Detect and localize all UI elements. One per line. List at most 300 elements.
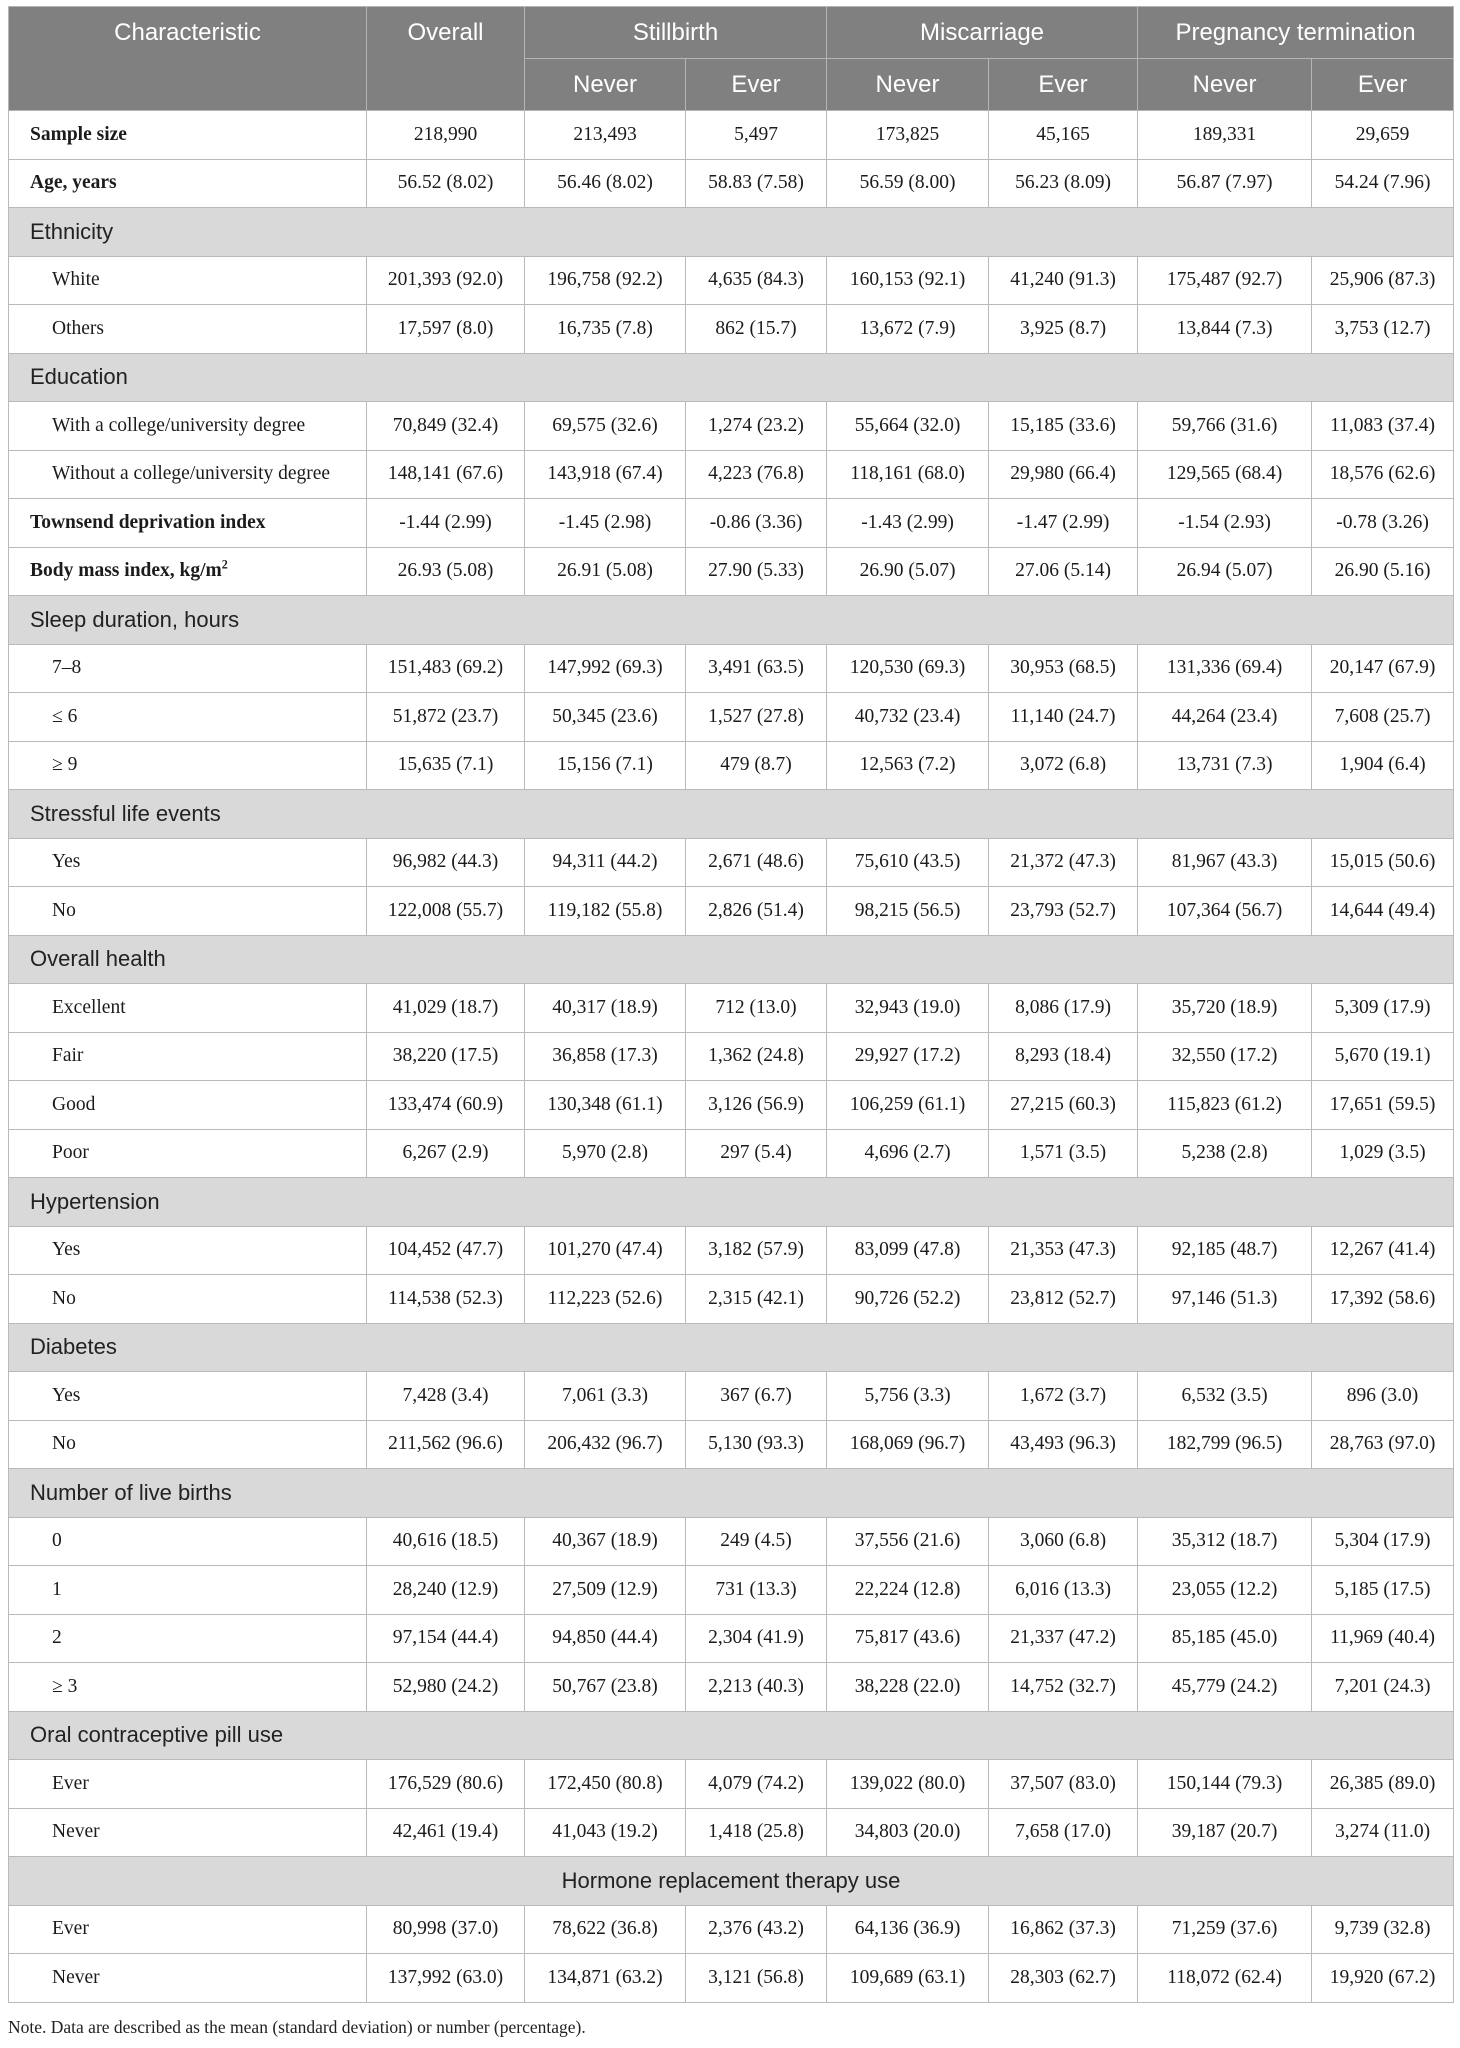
cell-miscarriage-never: 34,803 (20.0) [827, 1808, 989, 1857]
cell-termination-ever: 7,201 (24.3) [1312, 1663, 1454, 1712]
cell-miscarriage-never: 40,732 (23.4) [827, 693, 989, 742]
cell-miscarriage-never: 37,556 (21.6) [827, 1517, 989, 1566]
cell-stillbirth-never: 41,043 (19.2) [525, 1808, 686, 1857]
cell-miscarriage-never: 75,610 (43.5) [827, 838, 989, 887]
cell-miscarriage-never: 32,943 (19.0) [827, 984, 989, 1033]
cell-stillbirth-ever: 1,418 (25.8) [686, 1808, 827, 1857]
table-row [9, 984, 1454, 1033]
cell-miscarriage-never: -1.43 (2.99) [827, 499, 989, 548]
row-label: Body mass index, kg/m [30, 560, 222, 582]
cell-miscarriage-never: 118,161 (68.0) [827, 450, 989, 499]
cell-termination-ever: 896 (3.0) [1312, 1372, 1454, 1421]
cell-termination-never: 39,187 (20.7) [1138, 1808, 1312, 1857]
cell-termination-never: 81,967 (43.3) [1138, 838, 1312, 887]
cell-overall: 56.52 (8.02) [367, 159, 525, 208]
cell-termination-ever: 18,576 (62.6) [1312, 450, 1454, 499]
row-label-cell [9, 984, 367, 1033]
cell-termination-never: 59,766 (31.6) [1138, 402, 1312, 451]
header-group-pregnancy-termination: Pregnancy termination [1138, 7, 1454, 59]
cell-stillbirth-ever: 712 (13.0) [686, 984, 827, 1033]
row-label: Townsend deprivation index [30, 511, 266, 533]
cell-miscarriage-never: 83,099 (47.8) [827, 1226, 989, 1275]
cell-termination-never: 175,487 (92.7) [1138, 256, 1312, 305]
cell-termination-ever: 5,304 (17.9) [1312, 1517, 1454, 1566]
cell-stillbirth-ever: 479 (8.7) [686, 741, 827, 790]
table-row [9, 741, 1454, 790]
cell-stillbirth-ever: 58.83 (7.58) [686, 159, 827, 208]
cell-miscarriage-never: 38,228 (22.0) [827, 1663, 989, 1712]
cell-miscarriage-ever: 43,493 (96.3) [989, 1420, 1138, 1469]
cell-termination-never: 26.94 (5.07) [1138, 547, 1312, 596]
table-row [9, 547, 1454, 596]
table-row [9, 1614, 1454, 1663]
table-header [9, 7, 1454, 111]
row-label-cell [9, 693, 367, 742]
cell-termination-ever: 3,753 (12.7) [1312, 305, 1454, 354]
section-label: Number of live births [9, 1469, 1454, 1518]
row-label: Yes [52, 851, 81, 873]
section-header-row [9, 353, 1454, 402]
cell-overall: 97,154 (44.4) [367, 1614, 525, 1663]
cell-termination-ever: 1,029 (3.5) [1312, 1129, 1454, 1178]
header-stillbirth-never: Never [525, 59, 686, 111]
row-label-cell [9, 1566, 367, 1615]
cell-miscarriage-ever: 29,980 (66.4) [989, 450, 1138, 499]
cell-miscarriage-ever: 27.06 (5.14) [989, 547, 1138, 596]
cell-miscarriage-ever: 3,072 (6.8) [989, 741, 1138, 790]
row-label-superscript: 2 [221, 557, 228, 572]
row-label-cell [9, 887, 367, 936]
cell-stillbirth-ever: 2,671 (48.6) [686, 838, 827, 887]
cell-overall: 7,428 (3.4) [367, 1372, 525, 1421]
cell-overall: 218,990 [367, 111, 525, 160]
section-header-row [9, 1857, 1454, 1906]
row-label-cell [9, 499, 367, 548]
cell-termination-ever: 11,083 (37.4) [1312, 402, 1454, 451]
cell-miscarriage-ever: 11,140 (24.7) [989, 693, 1138, 742]
cell-termination-never: 85,185 (45.0) [1138, 1614, 1312, 1663]
cell-miscarriage-ever: 21,353 (47.3) [989, 1226, 1138, 1275]
section-header-row [9, 596, 1454, 645]
table-row [9, 1760, 1454, 1809]
cell-termination-ever: 29,659 [1312, 111, 1454, 160]
cell-overall: 52,980 (24.2) [367, 1663, 525, 1712]
cell-termination-never: 92,185 (48.7) [1138, 1226, 1312, 1275]
cell-miscarriage-ever: 3,925 (8.7) [989, 305, 1138, 354]
table-row [9, 1032, 1454, 1081]
table-body [9, 111, 1454, 2003]
cell-stillbirth-never: 94,850 (44.4) [525, 1614, 686, 1663]
cell-stillbirth-ever: 3,126 (56.9) [686, 1081, 827, 1130]
row-label: No [52, 1287, 76, 1309]
cell-termination-ever: 19,920 (67.2) [1312, 1954, 1454, 2003]
row-label-cell [9, 547, 367, 596]
row-label: Never [52, 1821, 100, 1843]
cell-stillbirth-never: 27,509 (12.9) [525, 1566, 686, 1615]
cell-termination-ever: 5,309 (17.9) [1312, 984, 1454, 1033]
header-miscarriage-never: Never [827, 59, 989, 111]
cell-overall: 148,141 (67.6) [367, 450, 525, 499]
cell-miscarriage-never: 75,817 (43.6) [827, 1614, 989, 1663]
row-label: 0 [52, 1530, 62, 1552]
header-row-groups [9, 7, 1454, 59]
cell-stillbirth-ever: 5,497 [686, 111, 827, 160]
header-termination-never: Never [1138, 59, 1312, 111]
cell-miscarriage-never: 106,259 (61.1) [827, 1081, 989, 1130]
cell-overall: 201,393 (92.0) [367, 256, 525, 305]
cell-termination-never: 150,144 (79.3) [1138, 1760, 1312, 1809]
cell-stillbirth-never: 172,450 (80.8) [525, 1760, 686, 1809]
section-label: Hypertension [9, 1178, 1454, 1227]
cell-stillbirth-never: 94,311 (44.2) [525, 838, 686, 887]
row-label: 7–8 [52, 657, 82, 679]
cell-stillbirth-never: 130,348 (61.1) [525, 1081, 686, 1130]
cell-stillbirth-ever: 2,376 (43.2) [686, 1905, 827, 1954]
cell-termination-never: 71,259 (37.6) [1138, 1905, 1312, 1954]
row-label: No [52, 899, 76, 921]
cell-overall: 40,616 (18.5) [367, 1517, 525, 1566]
table-row [9, 644, 1454, 693]
cell-termination-ever: 5,670 (19.1) [1312, 1032, 1454, 1081]
cell-overall: 38,220 (17.5) [367, 1032, 525, 1081]
cell-stillbirth-ever: 2,315 (42.1) [686, 1275, 827, 1324]
row-label-cell [9, 1954, 367, 2003]
cell-overall: 211,562 (96.6) [367, 1420, 525, 1469]
cell-miscarriage-ever: 3,060 (6.8) [989, 1517, 1138, 1566]
baseline-characteristics-table [8, 6, 1454, 2003]
cell-stillbirth-never: 56.46 (8.02) [525, 159, 686, 208]
cell-termination-never: 35,312 (18.7) [1138, 1517, 1312, 1566]
cell-miscarriage-never: 64,136 (36.9) [827, 1905, 989, 1954]
cell-miscarriage-ever: 21,372 (47.3) [989, 838, 1138, 887]
cell-miscarriage-ever: 56.23 (8.09) [989, 159, 1138, 208]
cell-miscarriage-ever: 23,812 (52.7) [989, 1275, 1138, 1324]
table-note: Note. Data are described as the mean (standard deviation) or number (percentage). [8, 2017, 586, 2037]
cell-stillbirth-ever: 27.90 (5.33) [686, 547, 827, 596]
cell-termination-never: 13,731 (7.3) [1138, 741, 1312, 790]
cell-miscarriage-never: 29,927 (17.2) [827, 1032, 989, 1081]
header-group-miscarriage: Miscarriage [827, 7, 1138, 59]
cell-overall: 151,483 (69.2) [367, 644, 525, 693]
header-overall: Overall [367, 7, 525, 111]
row-label-cell [9, 111, 367, 160]
cell-termination-never: 32,550 (17.2) [1138, 1032, 1312, 1081]
cell-miscarriage-never: 13,672 (7.9) [827, 305, 989, 354]
cell-stillbirth-ever: 5,130 (93.3) [686, 1420, 827, 1469]
cell-stillbirth-ever: 367 (6.7) [686, 1372, 827, 1421]
cell-overall: 17,597 (8.0) [367, 305, 525, 354]
cell-miscarriage-ever: 8,293 (18.4) [989, 1032, 1138, 1081]
cell-termination-never: 129,565 (68.4) [1138, 450, 1312, 499]
section-label: Oral contraceptive pill use [9, 1711, 1454, 1760]
cell-termination-ever: 5,185 (17.5) [1312, 1566, 1454, 1615]
cell-termination-never: 13,844 (7.3) [1138, 305, 1312, 354]
cell-termination-ever: 17,651 (59.5) [1312, 1081, 1454, 1130]
table-row [9, 111, 1454, 160]
cell-termination-ever: 28,763 (97.0) [1312, 1420, 1454, 1469]
table-row [9, 1566, 1454, 1615]
cell-termination-never: 35,720 (18.9) [1138, 984, 1312, 1033]
cell-miscarriage-never: 56.59 (8.00) [827, 159, 989, 208]
row-label: Sample size [30, 123, 127, 145]
cell-miscarriage-ever: 7,658 (17.0) [989, 1808, 1138, 1857]
cell-stillbirth-ever: -0.86 (3.36) [686, 499, 827, 548]
table-row [9, 256, 1454, 305]
section-label: Ethnicity [9, 208, 1454, 257]
cell-miscarriage-ever: 23,793 (52.7) [989, 887, 1138, 936]
row-label: With a college/university degree [52, 414, 306, 436]
cell-stillbirth-never: 213,493 [525, 111, 686, 160]
cell-termination-never: 189,331 [1138, 111, 1312, 160]
cell-stillbirth-ever: 3,121 (56.8) [686, 1954, 827, 2003]
table-row [9, 1372, 1454, 1421]
section-header-row [9, 935, 1454, 984]
cell-stillbirth-ever: 297 (5.4) [686, 1129, 827, 1178]
row-label: Fair [52, 1045, 84, 1067]
cell-stillbirth-ever: 1,274 (23.2) [686, 402, 827, 451]
cell-termination-ever: 12,267 (41.4) [1312, 1226, 1454, 1275]
row-label: Yes [52, 1384, 81, 1406]
row-label: 1 [52, 1578, 62, 1600]
row-label: Others [52, 317, 104, 339]
cell-overall: 6,267 (2.9) [367, 1129, 525, 1178]
cell-overall: 15,635 (7.1) [367, 741, 525, 790]
cell-miscarriage-never: 173,825 [827, 111, 989, 160]
row-label-cell [9, 1808, 367, 1857]
section-header-row [9, 1178, 1454, 1227]
cell-stillbirth-ever: 1,362 (24.8) [686, 1032, 827, 1081]
cell-stillbirth-never: 15,156 (7.1) [525, 741, 686, 790]
header-group-stillbirth: Stillbirth [525, 7, 827, 59]
row-label: Yes [52, 1239, 81, 1261]
row-label-cell [9, 644, 367, 693]
section-label: Overall health [9, 935, 1454, 984]
table-row [9, 1420, 1454, 1469]
cell-termination-ever: -0.78 (3.26) [1312, 499, 1454, 548]
cell-termination-ever: 26.90 (5.16) [1312, 547, 1454, 596]
cell-termination-ever: 3,274 (11.0) [1312, 1808, 1454, 1857]
cell-termination-never: 23,055 (12.2) [1138, 1566, 1312, 1615]
cell-miscarriage-never: 109,689 (63.1) [827, 1954, 989, 2003]
table-row [9, 1905, 1454, 1954]
row-label-cell [9, 1081, 367, 1130]
row-label: Never [52, 1966, 100, 1988]
cell-stillbirth-never: 196,758 (92.2) [525, 256, 686, 305]
cell-miscarriage-never: 168,069 (96.7) [827, 1420, 989, 1469]
cell-overall: 26.93 (5.08) [367, 547, 525, 596]
row-label: Ever [52, 1772, 89, 1794]
cell-termination-ever: 20,147 (67.9) [1312, 644, 1454, 693]
cell-termination-ever: 11,969 (40.4) [1312, 1614, 1454, 1663]
cell-stillbirth-ever: 862 (15.7) [686, 305, 827, 354]
row-label-cell [9, 402, 367, 451]
row-label: ≥ 3 [52, 1675, 78, 1697]
row-label-cell [9, 741, 367, 790]
cell-miscarriage-never: 5,756 (3.3) [827, 1372, 989, 1421]
header-characteristic: Characteristic [9, 7, 367, 111]
section-header-row [9, 1323, 1454, 1372]
section-header-row [9, 790, 1454, 839]
section-label: Diabetes [9, 1323, 1454, 1372]
row-label-cell [9, 1226, 367, 1275]
table-row [9, 838, 1454, 887]
cell-miscarriage-never: 26.90 (5.07) [827, 547, 989, 596]
cell-stillbirth-ever: 2,213 (40.3) [686, 1663, 827, 1712]
cell-termination-ever: 7,608 (25.7) [1312, 693, 1454, 742]
cell-stillbirth-ever: 1,527 (27.8) [686, 693, 827, 742]
characteristics-table-container [8, 6, 1453, 2003]
cell-stillbirth-never: 5,970 (2.8) [525, 1129, 686, 1178]
cell-miscarriage-never: 4,696 (2.7) [827, 1129, 989, 1178]
cell-miscarriage-ever: 30,953 (68.5) [989, 644, 1138, 693]
cell-termination-never: -1.54 (2.93) [1138, 499, 1312, 548]
cell-termination-ever: 26,385 (89.0) [1312, 1760, 1454, 1809]
cell-termination-never: 107,364 (56.7) [1138, 887, 1312, 936]
table-row [9, 887, 1454, 936]
cell-stillbirth-never: 206,432 (96.7) [525, 1420, 686, 1469]
cell-stillbirth-never: 16,735 (7.8) [525, 305, 686, 354]
table-row [9, 499, 1454, 548]
cell-miscarriage-ever: 1,672 (3.7) [989, 1372, 1138, 1421]
cell-miscarriage-ever: 1,571 (3.5) [989, 1129, 1138, 1178]
cell-stillbirth-ever: 4,635 (84.3) [686, 256, 827, 305]
cell-stillbirth-never: 134,871 (63.2) [525, 1954, 686, 2003]
cell-miscarriage-ever: 41,240 (91.3) [989, 256, 1138, 305]
cell-overall: 96,982 (44.3) [367, 838, 525, 887]
cell-overall: 80,998 (37.0) [367, 1905, 525, 1954]
table-row [9, 1517, 1454, 1566]
cell-termination-never: 97,146 (51.3) [1138, 1275, 1312, 1324]
cell-termination-never: 56.87 (7.97) [1138, 159, 1312, 208]
header-miscarriage-ever: Ever [989, 59, 1138, 111]
row-label: White [52, 269, 100, 291]
cell-miscarriage-never: 22,224 (12.8) [827, 1566, 989, 1615]
cell-miscarriage-never: 98,215 (56.5) [827, 887, 989, 936]
cell-miscarriage-ever: 28,303 (62.7) [989, 1954, 1138, 2003]
table-row [9, 1275, 1454, 1324]
cell-termination-ever: 25,906 (87.3) [1312, 256, 1454, 305]
cell-stillbirth-never: 50,767 (23.8) [525, 1663, 686, 1712]
cell-overall: 70,849 (32.4) [367, 402, 525, 451]
row-label: Poor [52, 1142, 89, 1164]
cell-stillbirth-never: 147,992 (69.3) [525, 644, 686, 693]
cell-termination-never: 182,799 (96.5) [1138, 1420, 1312, 1469]
cell-miscarriage-ever: 15,185 (33.6) [989, 402, 1138, 451]
cell-miscarriage-ever: 6,016 (13.3) [989, 1566, 1138, 1615]
cell-termination-never: 5,238 (2.8) [1138, 1129, 1312, 1178]
cell-overall: 133,474 (60.9) [367, 1081, 525, 1130]
row-label-cell [9, 1420, 367, 1469]
cell-termination-never: 118,072 (62.4) [1138, 1954, 1312, 2003]
cell-miscarriage-never: 55,664 (32.0) [827, 402, 989, 451]
table-row [9, 305, 1454, 354]
cell-stillbirth-ever: 3,182 (57.9) [686, 1226, 827, 1275]
cell-stillbirth-ever: 4,079 (74.2) [686, 1760, 827, 1809]
row-label: ≥ 9 [52, 754, 78, 776]
cell-overall: 122,008 (55.7) [367, 887, 525, 936]
cell-stillbirth-never: 40,317 (18.9) [525, 984, 686, 1033]
row-label-cell [9, 838, 367, 887]
row-label-cell [9, 1760, 367, 1809]
row-label-cell [9, 1517, 367, 1566]
cell-stillbirth-never: 112,223 (52.6) [525, 1275, 686, 1324]
cell-termination-never: 115,823 (61.2) [1138, 1081, 1312, 1130]
cell-stillbirth-never: 78,622 (36.8) [525, 1905, 686, 1954]
cell-stillbirth-ever: 4,223 (76.8) [686, 450, 827, 499]
cell-termination-never: 45,779 (24.2) [1138, 1663, 1312, 1712]
cell-termination-ever: 14,644 (49.4) [1312, 887, 1454, 936]
cell-stillbirth-never: 143,918 (67.4) [525, 450, 686, 499]
cell-miscarriage-ever: 37,507 (83.0) [989, 1760, 1138, 1809]
cell-termination-never: 131,336 (69.4) [1138, 644, 1312, 693]
cell-termination-ever: 54.24 (7.96) [1312, 159, 1454, 208]
cell-miscarriage-ever: 45,165 [989, 111, 1138, 160]
row-label: No [52, 1433, 76, 1455]
row-label-cell [9, 1129, 367, 1178]
row-label-cell [9, 1032, 367, 1081]
cell-overall: 41,029 (18.7) [367, 984, 525, 1033]
table-row [9, 1663, 1454, 1712]
cell-overall: -1.44 (2.99) [367, 499, 525, 548]
table-row [9, 1954, 1454, 2003]
row-label: Good [52, 1093, 96, 1115]
table-row [9, 1081, 1454, 1130]
cell-miscarriage-never: 139,022 (80.0) [827, 1760, 989, 1809]
row-label: ≤ 6 [52, 705, 78, 727]
cell-stillbirth-ever: 249 (4.5) [686, 1517, 827, 1566]
row-label-cell [9, 159, 367, 208]
cell-stillbirth-never: 40,367 (18.9) [525, 1517, 686, 1566]
section-label: Education [9, 353, 1454, 402]
cell-miscarriage-ever: -1.47 (2.99) [989, 499, 1138, 548]
cell-stillbirth-never: 50,345 (23.6) [525, 693, 686, 742]
table-row [9, 693, 1454, 742]
cell-stillbirth-never: -1.45 (2.98) [525, 499, 686, 548]
table-row [9, 159, 1454, 208]
row-label: Excellent [52, 996, 126, 1018]
row-label-cell [9, 1275, 367, 1324]
section-header-row [9, 1469, 1454, 1518]
row-label: Without a college/university degree [52, 463, 331, 485]
cell-miscarriage-ever: 16,862 (37.3) [989, 1905, 1138, 1954]
cell-stillbirth-ever: 3,491 (63.5) [686, 644, 827, 693]
cell-overall: 176,529 (80.6) [367, 1760, 525, 1809]
row-label-cell [9, 1372, 367, 1421]
row-label: Ever [52, 1918, 89, 1940]
cell-overall: 42,461 (19.4) [367, 1808, 525, 1857]
cell-termination-ever: 17,392 (58.6) [1312, 1275, 1454, 1324]
table-row [9, 1129, 1454, 1178]
cell-miscarriage-ever: 8,086 (17.9) [989, 984, 1138, 1033]
cell-stillbirth-never: 26.91 (5.08) [525, 547, 686, 596]
row-label-cell [9, 305, 367, 354]
cell-stillbirth-never: 7,061 (3.3) [525, 1372, 686, 1421]
header-stillbirth-ever: Ever [686, 59, 827, 111]
table-row [9, 402, 1454, 451]
row-label-cell [9, 256, 367, 305]
row-label: 2 [52, 1627, 62, 1649]
cell-miscarriage-never: 160,153 (92.1) [827, 256, 989, 305]
cell-termination-never: 44,264 (23.4) [1138, 693, 1312, 742]
row-label: Age, years [30, 172, 117, 194]
cell-overall: 28,240 (12.9) [367, 1566, 525, 1615]
cell-miscarriage-never: 12,563 (7.2) [827, 741, 989, 790]
row-label-cell [9, 450, 367, 499]
cell-stillbirth-ever: 731 (13.3) [686, 1566, 827, 1615]
table-row [9, 1808, 1454, 1857]
cell-miscarriage-never: 90,726 (52.2) [827, 1275, 989, 1324]
cell-termination-ever: 9,739 (32.8) [1312, 1905, 1454, 1954]
